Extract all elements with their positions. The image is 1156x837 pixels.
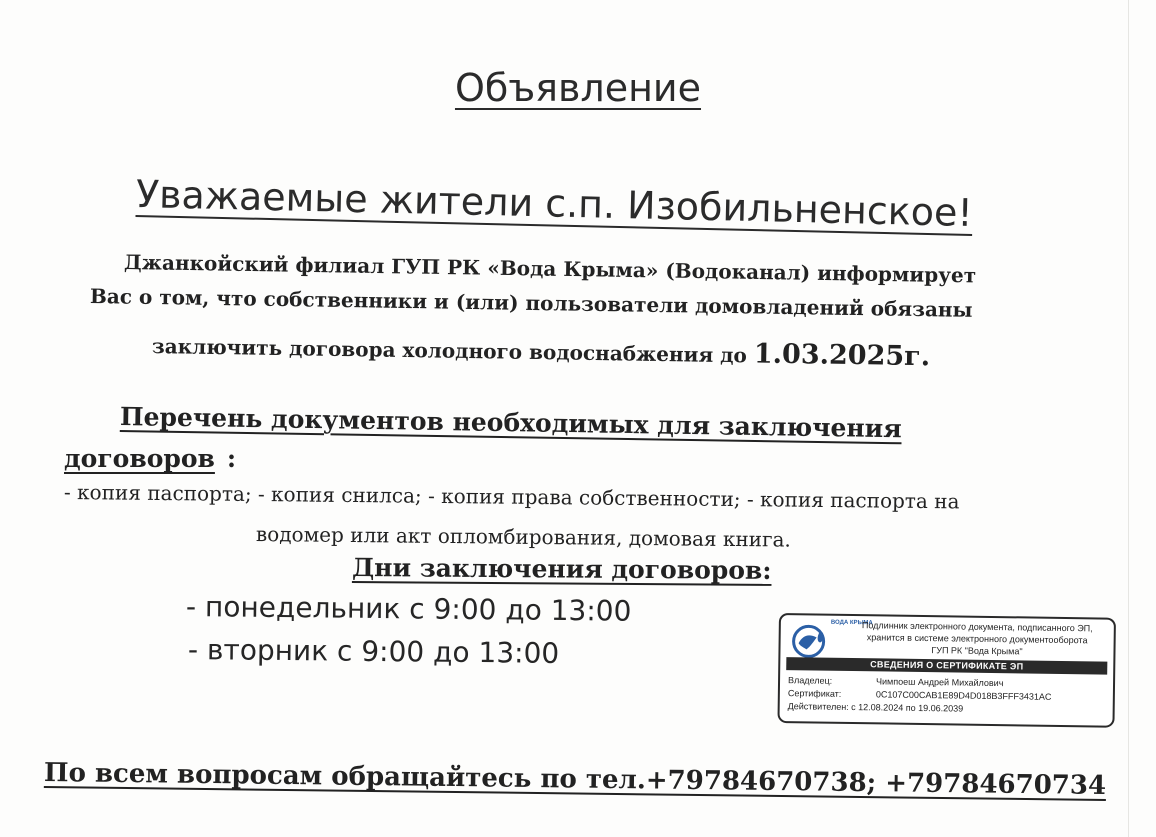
stamp-brand: ВОДА КРЫМА [830,619,873,627]
days-heading: Дни заключения договоров: [351,553,772,585]
intro-line-1: Джанкойский филиал ГУП РК «Вода Крыма» (Водоканал) информирует [123,250,977,288]
deadline-date: 1.03.2025г. [753,338,931,373]
vodа-kryma-logo-icon [786,619,835,660]
documents-list-line-2: водомер или акт опломбирования, домовая книга. [255,522,791,552]
documents-heading-line-1: Перечень документов необходимых для заключения [119,402,902,444]
stamp-note-line-2: хранится в системе электронного документооборота [866,632,1088,646]
documents-heading-word: договоров [64,444,215,473]
owner-label: Владелец: [787,675,833,686]
documents-heading-line-2 [64,444,236,473]
day-tuesday: - вторник с 9:00 до 13:00 [187,633,560,670]
documents-list-line-1: - копия паспорта; - копия снилса; - копия права собственности; - копия паспорта на [63,480,960,514]
intro-line-3-text: заключить договора холодного водоснабжения до [151,334,755,368]
stamp-note-line-1: Подлинник электронного документа, подписанного ЭП, [861,620,1093,634]
contact-phones: По всем вопросам обращайтесь по тел.+79784670738; +79784670734 [43,758,1107,801]
owner-value: Чимпоеш Андрей Михайлович [875,676,1004,689]
stamp-note-line-3: ГУП РК "Вода Крыма" [931,645,1023,657]
stamp-note [844,619,1109,659]
notice-title: Объявление [454,66,702,110]
scan-edge [1128,0,1129,837]
documents-heading-colon: : [226,444,237,473]
intro-line-3 [152,329,931,372]
validity-period: Действителен: с 12.08.2024 по 19.06.2039 [787,701,964,714]
certificate-label: Сертификат: [787,688,842,699]
e-signature-stamp [777,613,1116,728]
certificate-value: 0C107C00CAB1E89D4D018B3FFF3431AC [875,689,1052,702]
greeting-heading: Уважаемые жители с.п. Изобильненское! [135,172,974,235]
intro-line-2: Вас о том, что собственники и (или) пользователи домовладений обязаны [89,284,973,322]
day-monday: - понедельник с 9:00 до 13:00 [185,590,632,628]
certificate-header: СВЕДЕНИЯ О СЕРТИФИКАТЕ ЭП [786,657,1107,674]
